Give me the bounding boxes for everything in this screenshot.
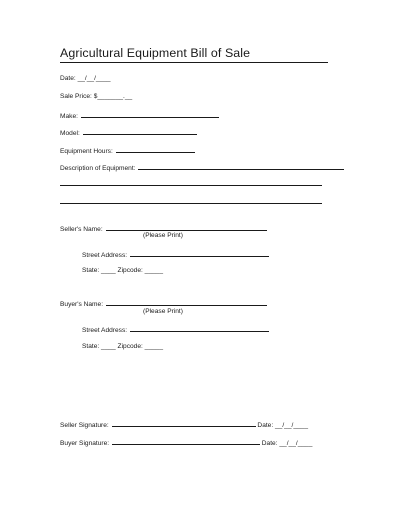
make-label: Make: <box>60 113 80 120</box>
buyer-street-input-line[interactable] <box>130 325 269 332</box>
buyer-please-print: (Please Print) <box>143 308 183 315</box>
date-field[interactable]: Date: __/__/____ <box>60 75 111 82</box>
seller-signature-input-line[interactable] <box>112 420 256 427</box>
equipment-hours-label: Equipment Hours: <box>60 148 115 155</box>
seller-state-zip-field[interactable]: State: ____ Zipcode: _____ <box>82 267 164 274</box>
seller-name-label: Seller's Name: <box>60 226 105 233</box>
model-label: Model: <box>60 130 82 137</box>
buyer-name-input-line[interactable] <box>106 299 267 306</box>
seller-signature-line <box>60 420 308 430</box>
sale-price-line <box>60 93 132 101</box>
equipment-hours-line <box>60 146 195 156</box>
seller-name-input-line[interactable] <box>106 224 267 231</box>
document-title: Agricultural Equipment Bill of Sale <box>60 46 328 63</box>
description-line <box>60 163 344 173</box>
make-input-line[interactable] <box>81 111 219 118</box>
buyer-signature-input-line[interactable] <box>112 438 260 445</box>
seller-street-line <box>82 250 269 260</box>
buyer-signature-label: Buyer Signature: <box>60 440 111 447</box>
description-rule-2[interactable] <box>60 203 322 204</box>
seller-please-print: (Please Print) <box>143 232 183 239</box>
description-input-line[interactable] <box>138 163 344 170</box>
date-line <box>60 75 111 83</box>
buyer-name-label: Buyer's Name: <box>60 301 105 308</box>
buyer-street-label: Street Address: <box>82 327 129 334</box>
seller-state-zip-line <box>82 267 163 275</box>
equipment-hours-input-line[interactable] <box>116 146 195 153</box>
seller-street-input-line[interactable] <box>130 250 269 257</box>
buyer-state-zip-line <box>82 343 163 351</box>
seller-signature-label: Seller Signature: <box>60 422 111 429</box>
make-line <box>60 111 219 121</box>
seller-street-label: Street Address: <box>82 252 129 259</box>
buyer-street-line <box>82 325 269 335</box>
description-label: Description of Equipment: <box>60 165 138 172</box>
buyer-state-zip-field[interactable]: State: ____ Zipcode: _____ <box>82 343 164 350</box>
model-line <box>60 128 197 138</box>
sale-price-field[interactable]: Sale Price: $_______.__ <box>60 93 133 100</box>
description-rule-1[interactable] <box>60 185 322 186</box>
seller-signature-date[interactable]: Date: __/__/____ <box>255 422 309 429</box>
model-input-line[interactable] <box>83 128 197 135</box>
buyer-signature-line <box>60 438 312 448</box>
buyer-signature-date[interactable]: Date: __/__/____ <box>259 440 313 447</box>
